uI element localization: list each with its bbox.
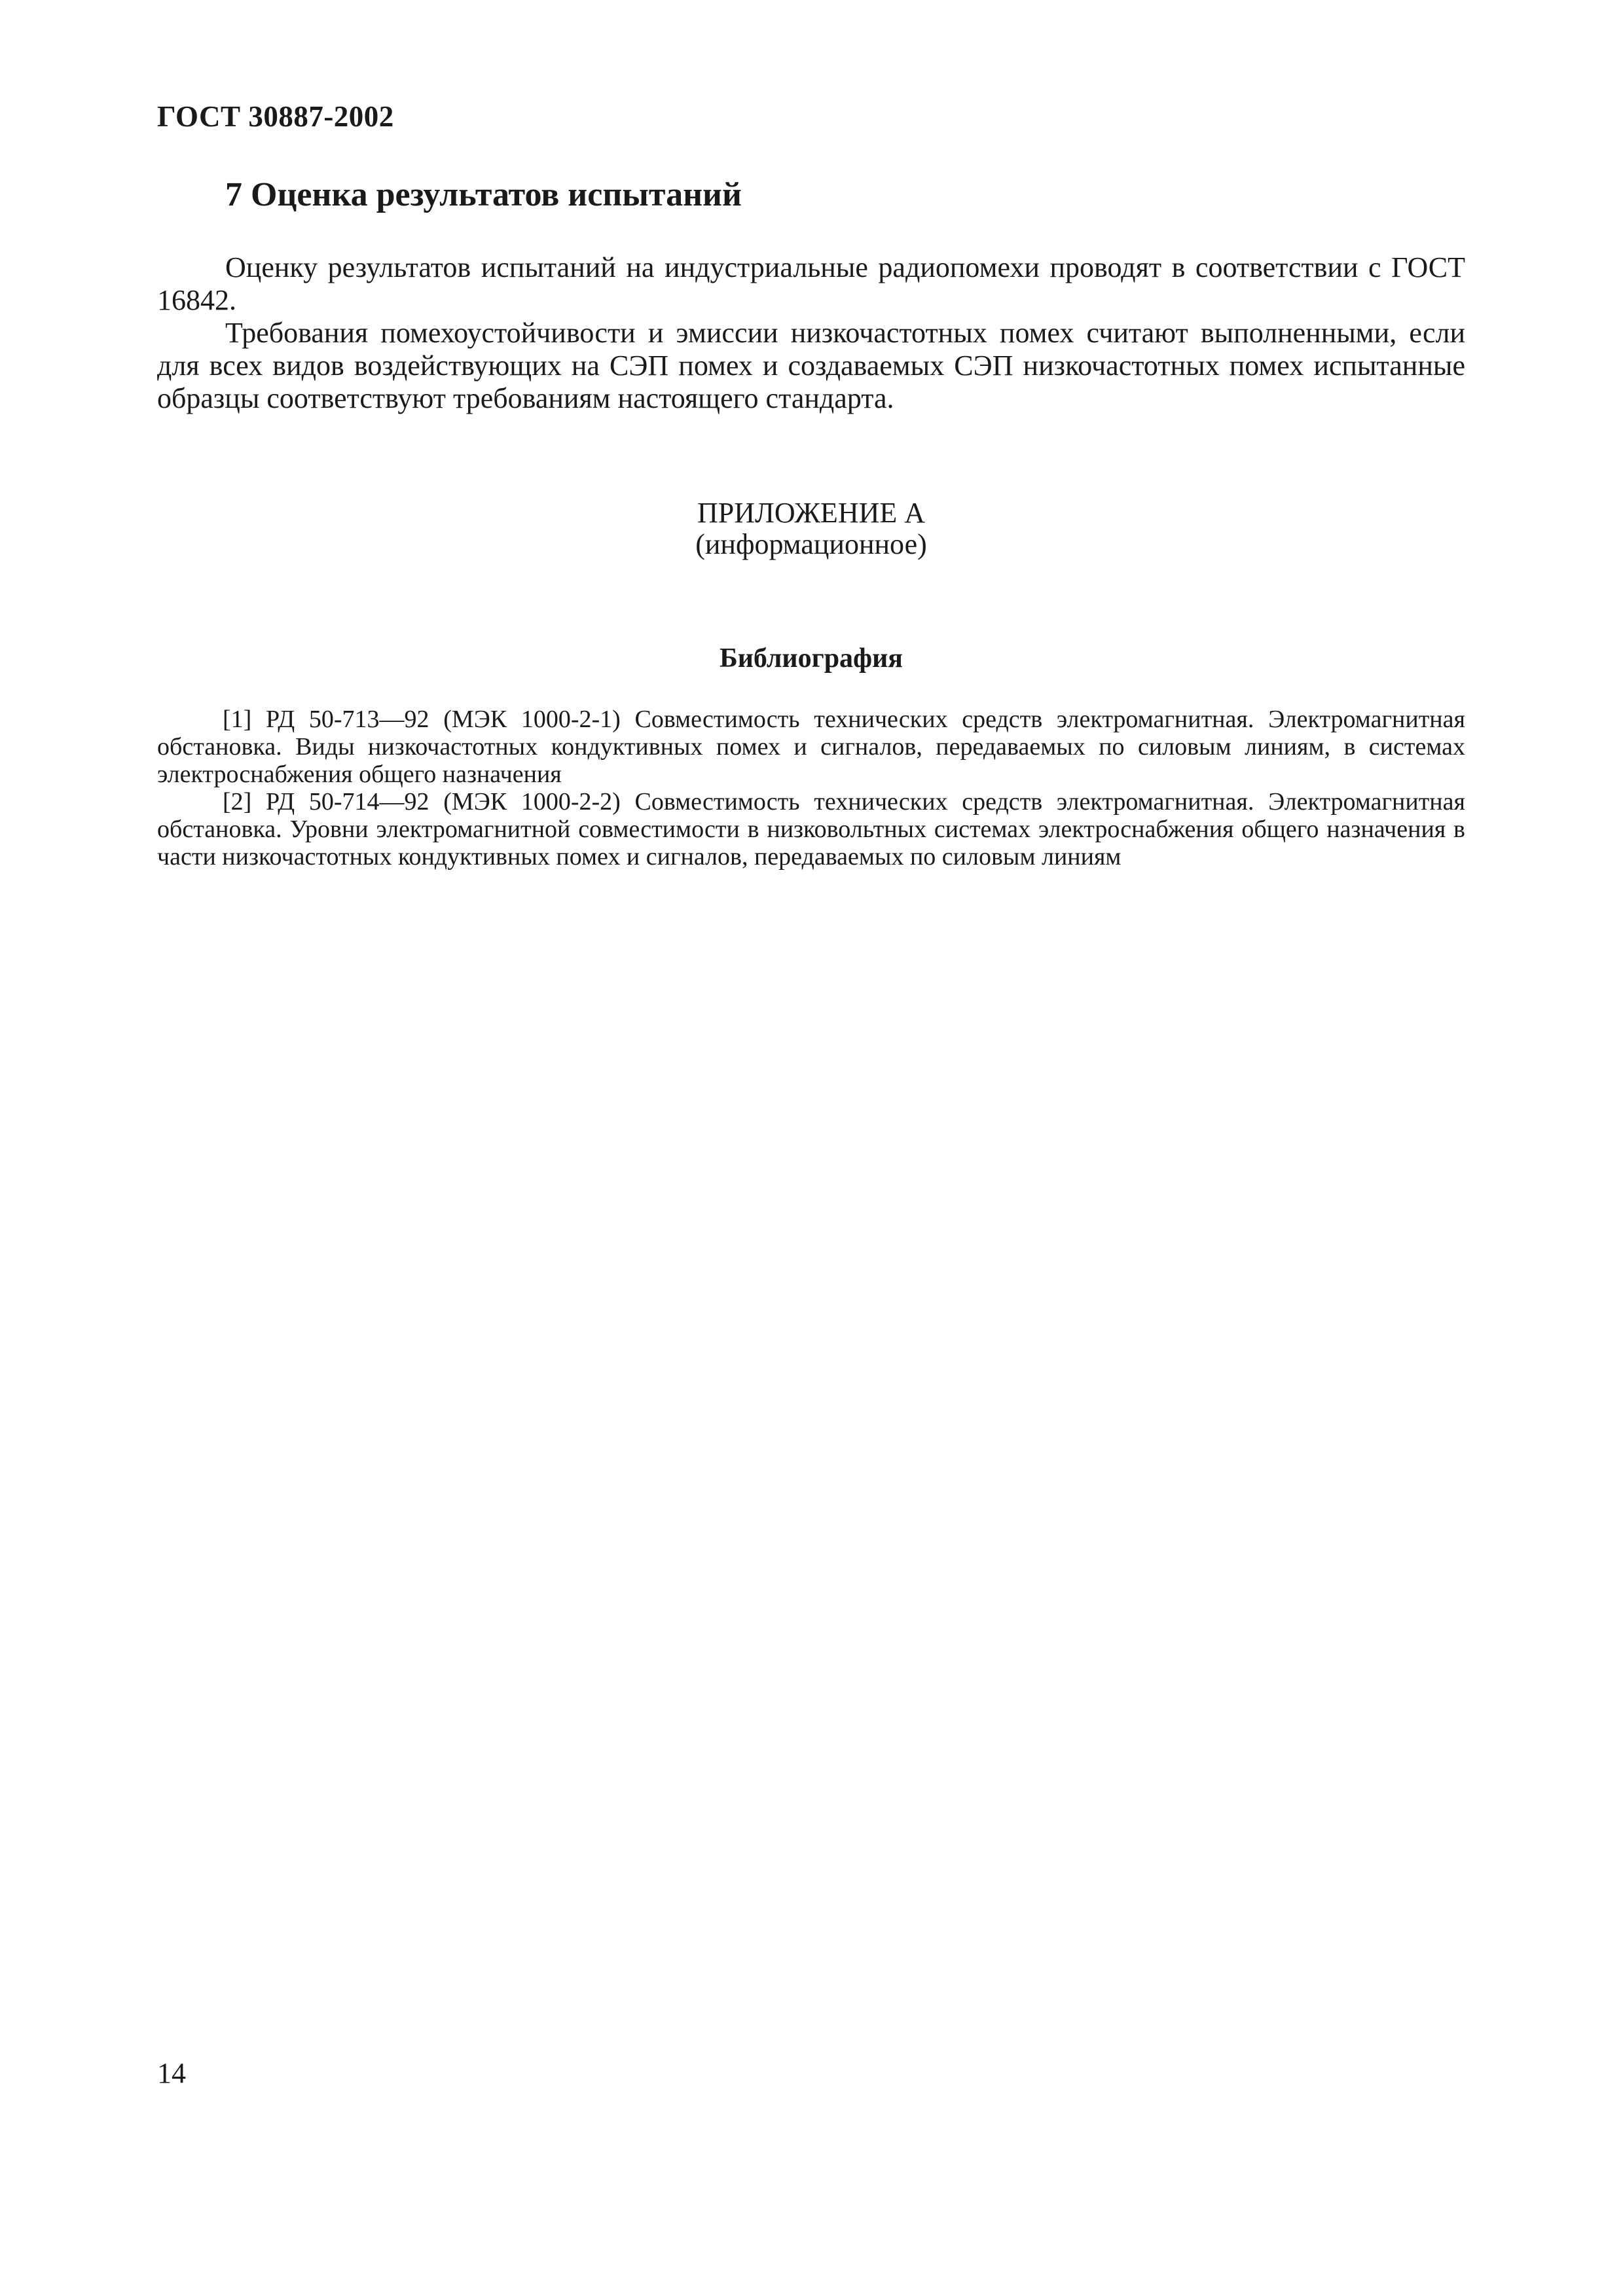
appendix-subtitle: (информационное) xyxy=(695,528,927,560)
bibliography-title: Библиография xyxy=(719,643,903,673)
body-paragraph: Требования помехоустойчивости и эмиссии низкочастотных помех считают выполненными, если для всех видов воздействующих на СЭП помех и создаваемых СЭП низкочастотных помех испытанные образцы соответствуют требованиям настоящего стандарта. xyxy=(157,317,1465,414)
body-paragraph: Оценку результатов испытаний на индустриальные радиопомехи проводят в соответствии с ГОСТ 16842. xyxy=(157,251,1465,316)
bibliography-entry: [1] РД 50-713—92 (МЭК 1000-2-1) Совместимость технических средств электромагнитная. Электромагнитная обстановка. Виды низкочастотных кондуктивных помех и сигналов, передаваемых по силовым линиям, в системах электроснабжения общего назначения xyxy=(157,706,1465,788)
document-header-id: ГОСТ 30887-2002 xyxy=(157,100,394,133)
appendix-title: ПРИЛОЖЕНИЕ А xyxy=(697,497,926,529)
page-number: 14 xyxy=(157,2057,186,2089)
section-title: 7 Оценка результатов испытаний xyxy=(225,176,742,213)
appendix-heading xyxy=(157,497,1465,560)
bibliography-entry: [2] РД 50-714—92 (МЭК 1000-2-2) Совместимость технических средств электромагнитная. Электромагнитная обстановка. Уровни электромагнитной совместимости в низковольтных системах электроснабжения общего назначения в части низкочастотных кондуктивных помех и сигналов, передаваемых по силовым линиям xyxy=(157,788,1465,870)
